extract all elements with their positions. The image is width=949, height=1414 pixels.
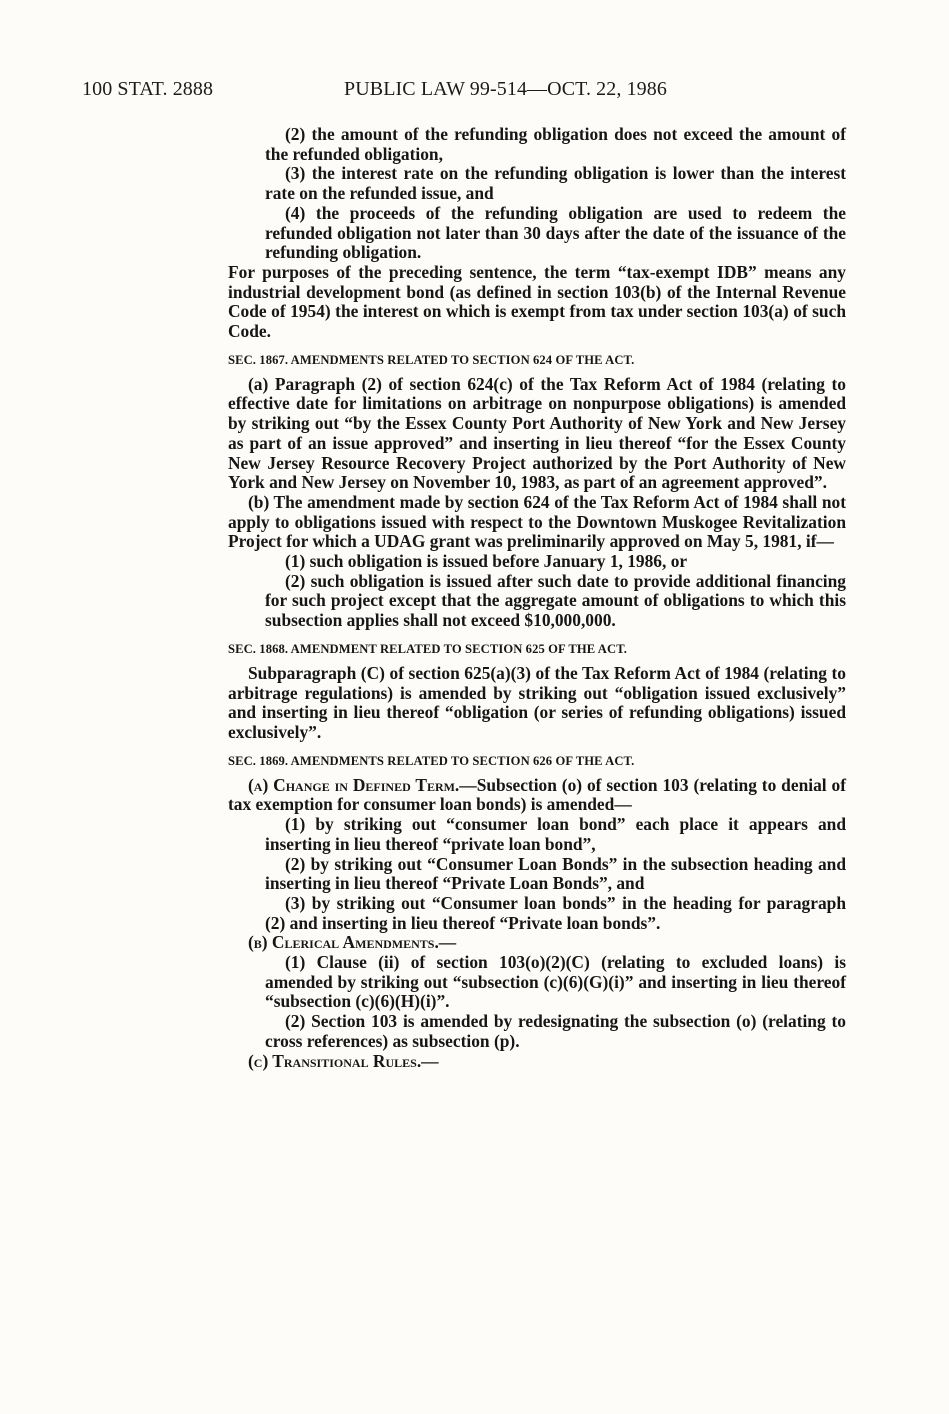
section-1867-b: (b) The amendment made by section 624 of the Tax Reform Act of 1984 shall not apply to obligations issued with respect to the Downtown Muskogee Revitalization Project for which a UDAG grant was preliminarily approved on May 5, 1981, if— <box>228 491 846 552</box>
clause-3: (3) the interest rate on the refunding obligation is lower than the interest rate on the refunded issue, and <box>265 163 846 204</box>
page-reference: 100 STAT. 2888 <box>82 78 214 100</box>
section-1869-c-label: (c) Transitional Rules.— <box>248 1050 439 1071</box>
clause-4: (4) the proceeds of the refunding obligation are used to redeem the refunded obligation not later than 30 days after the date of the issuance of the refunding obligation. <box>265 202 846 263</box>
section-1869-a-2: (2) by striking out “Consumer Loan Bonds” in the subsection heading and inserting in lieu thereof “Private Loan Bonds”, and <box>265 853 846 894</box>
section-1869-a-1: (1) by striking out “consumer loan bond” each place it appears and inserting in lieu thereof “private loan bond”, <box>265 814 846 854</box>
section-1868-heading: SEC. 1868. AMENDMENT RELATED TO SECTION 625 OF THE ACT. <box>228 641 628 656</box>
section-1867-b-1: (1) such obligation is issued before January 1, 1986, or <box>285 551 688 572</box>
section-1869-b-label: (b) Clerical Amendments.— <box>248 932 457 953</box>
purposes-paragraph: For purposes of the preceding sentence, the term “tax-exempt IDB” means any industrial development bond (as defined in section 103(b) of the Internal Revenue Code of 1954) the interest on which is exempt from tax under section 103(a) of such Code. <box>228 261 846 342</box>
section-1867-heading: SEC. 1867. AMENDMENTS RELATED TO SECTION 624 OF THE ACT. <box>228 352 635 367</box>
section-1869-a-text: —Subsection (o) of section 103 (relating to denial of tax exemption for consumer loan bonds) is amended— <box>228 774 846 815</box>
running-header <box>82 78 722 104</box>
section-1869-b-1: (1) Clause (ii) of section 103(o)(2)(C) (relating to excluded loans) is amended by striking out “subsection (c)(6)(G)(i)” and inserting in lieu thereof “subsection (c)(6)(H)(i)”. <box>265 952 846 1012</box>
section-1867-a: (a) Paragraph (2) of section 624(c) of the Tax Reform Act of 1984 (relating to effective date for limitations on arbitrage on nonpurpose obligations) is amended by striking out “by the Essex County Port Authority of New York and New Jersey as part of an issue approved” and inserting in lieu thereof “for the Essex County New Jersey Resource Recovery Project authorized by the Port Authority of New York and New Jersey on November 10, 1983, as part of an agreement approved”. <box>228 373 846 493</box>
document-body <box>228 125 846 1071</box>
section-1867-b-2: (2) such obligation is issued after such date to provide additional financing for such project except that the aggregate amount of obligations to which this subsection applies shall not exceed $10,000,000. <box>265 570 846 631</box>
clause-2: (2) the amount of the refunding obligation does not exceed the amount of the refunded obligation, <box>265 124 846 164</box>
section-1868-text: Subparagraph (C) of section 625(a)(3) of the Tax Reform Act of 1984 (relating to arbitrage regulations) is amended by striking out “obligation issued exclusively” and inserting in lieu thereof “obligation (or series of refunding obligations) issued exclusively”. <box>228 662 846 742</box>
section-1869-a-3: (3) by striking out “Consumer loan bonds” in the heading for paragraph (2) and inserting in lieu thereof “Private loan bonds”. <box>265 892 846 933</box>
law-title: PUBLIC LAW 99-514—OCT. 22, 1986 <box>344 78 667 100</box>
section-1869-heading: SEC. 1869. AMENDMENTS RELATED TO SECTION 626 OF THE ACT. <box>228 753 635 768</box>
section-1869-b-2: (2) Section 103 is amended by redesignating the subsection (o) (relating to cross references) as subsection (p). <box>265 1011 846 1051</box>
section-1869-a <box>228 776 846 815</box>
section-1869-a-label: (a) Change in Defined Term. <box>248 774 460 795</box>
